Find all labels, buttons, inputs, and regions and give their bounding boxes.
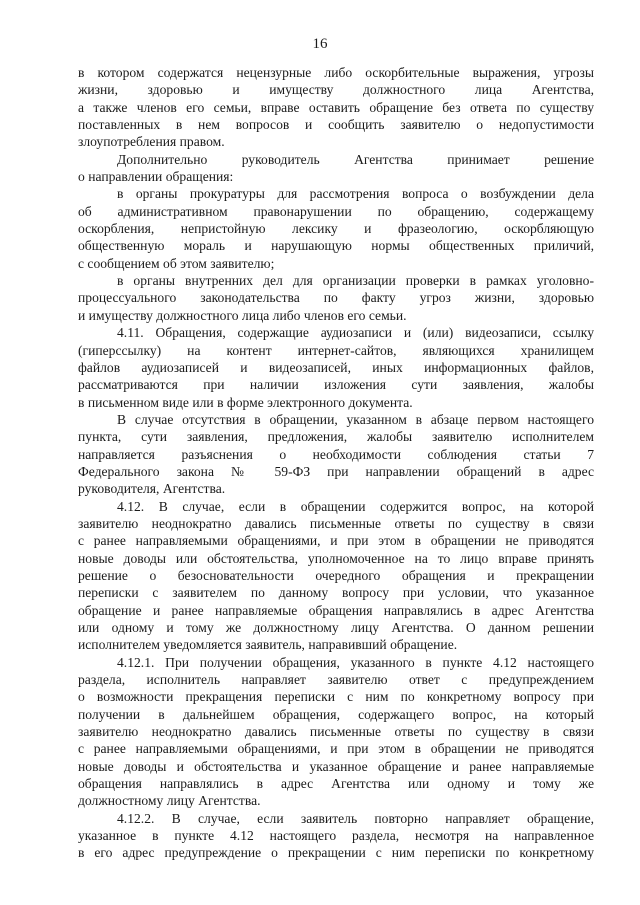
text-line: в письменном виде или в форме электронного документа.	[78, 394, 413, 410]
text-line: в органы внутренних дел для организации проверки в рамках уголовно-	[117, 273, 594, 289]
text-line: в котором содержатся нецензурные либо оскорбительные выражения, угрозы	[78, 65, 594, 80]
text-line: пункта, сути заявления, предложения, жалобы заявителю исполнителем	[78, 429, 594, 445]
text-line: файлов аудиозаписей и видеозаписей, иных информационных файлов,	[78, 359, 594, 375]
text-line: должностному лицу Агентства.	[78, 793, 261, 809]
text-line: (гиперссылку) на контент интернет-сайтов, являющихся хранилищем	[78, 342, 594, 358]
text-line: с ранее направляемыми обращениями, и при этом в обращении не приводятся	[78, 533, 594, 549]
text-line: процессуального законодательства по факту угроз жизни, здоровью	[78, 290, 594, 306]
text-line: руководителя, Агентства.	[78, 481, 226, 497]
document-body	[78, 64, 594, 862]
text-line: в его адрес предупреждение о прекращении с ним переписки по конкретному	[78, 845, 594, 861]
text-line: переписки с заявителем по данному вопросу при условии, что указанное	[78, 585, 594, 601]
text-line: Дополнительно руководитель Агентства принимает решение	[117, 151, 594, 167]
text-line: получении в дальнейшем обращения, содержащего вопрос, на который	[78, 706, 594, 722]
text-line: о направлении обращения:	[78, 169, 234, 185]
text-line: о возможности прекращения переписки с ним по конкретному вопросу при	[78, 689, 594, 705]
text-line: поставленных в нем вопросов и сообщить заявителю о недопустимости	[78, 117, 594, 133]
page-number: 16	[312, 36, 328, 52]
text-line: об административном правонарушении по обращению, содержащему	[78, 203, 594, 219]
text-line: Федерального закона № 59-ФЗ при направлении обращений в адрес	[78, 463, 594, 479]
text-line: 4.12.1. При получении обращения, указанного в пункте 4.12 настоящего	[117, 654, 594, 670]
text-line: заявителю неоднократно давались письменные ответы по существу в связи	[78, 515, 594, 531]
text-line: обращение и ранее направляемые обращения направлялись в адрес Агентства	[78, 602, 594, 618]
text-line: исполнителем уведомляется заявитель, направивший обращение.	[78, 637, 458, 653]
text-line: рассматриваются при наличии изложения сути заявления, жалобы	[78, 377, 594, 393]
text-line: в органы прокуратуры для рассмотрения вопроса о возбуждении дела	[117, 186, 594, 202]
text-line: злоупотребления правом.	[78, 134, 225, 150]
text-line: раздела, исполнитель направляет заявителю ответ с предупреждением	[78, 672, 594, 688]
text-line: с ранее направляемыми обращениями, и при этом в обращении не приводятся	[78, 741, 594, 757]
text-line: с сообщением об этом заявителю;	[78, 255, 275, 271]
text-line: общественную мораль и нарушающую нормы общественных приличий,	[78, 238, 594, 254]
text-line: или одному и тому же должностному лицу Агентства. О данном решении	[78, 620, 594, 635]
text-line: жизни, здоровью и имуществу должностного лица Агентства,	[78, 82, 594, 98]
text-line: решение о безосновательности очередного обращения и прекращении	[78, 567, 594, 583]
text-line: 4.12.2. В случае, если заявитель повторно направляет обращение,	[117, 810, 594, 826]
text-line: новые доводы или обстоятельства, уполномоченное на то лицо вправе принять	[78, 550, 594, 566]
text-line: новые доводы и обстоятельства и указанное обращение и ранее направляемые	[78, 758, 594, 774]
text-line: заявителю неоднократно давались письменные ответы по существу в связи	[78, 724, 594, 740]
text-line: указанное в пункте 4.12 настоящего раздела, несмотря на направленное	[78, 828, 594, 844]
text-line: а также членов его семьи, вправе оставить обращение без ответа по существу	[78, 99, 594, 115]
text-line: направляется разъяснения о необходимости соблюдения статьи 7	[78, 446, 594, 462]
text-line: В случае отсутствия в обращении, указанном в абзаце первом настоящего	[117, 411, 594, 427]
text-line: и имуществу должностного лица либо членов его семьи.	[78, 307, 407, 323]
text-line: оскорбления, непристойную лексику и фразеологию, оскорбляющую	[78, 221, 594, 237]
text-line: обращения направлялись в адрес Агентства или одному и тому же	[78, 776, 594, 792]
text-line: 4.11. Обращения, содержащие аудиозаписи и (или) видеозаписи, ссылку	[117, 325, 594, 341]
text-line: 4.12. В случае, если в обращении содержится вопрос, на которой	[117, 498, 594, 514]
